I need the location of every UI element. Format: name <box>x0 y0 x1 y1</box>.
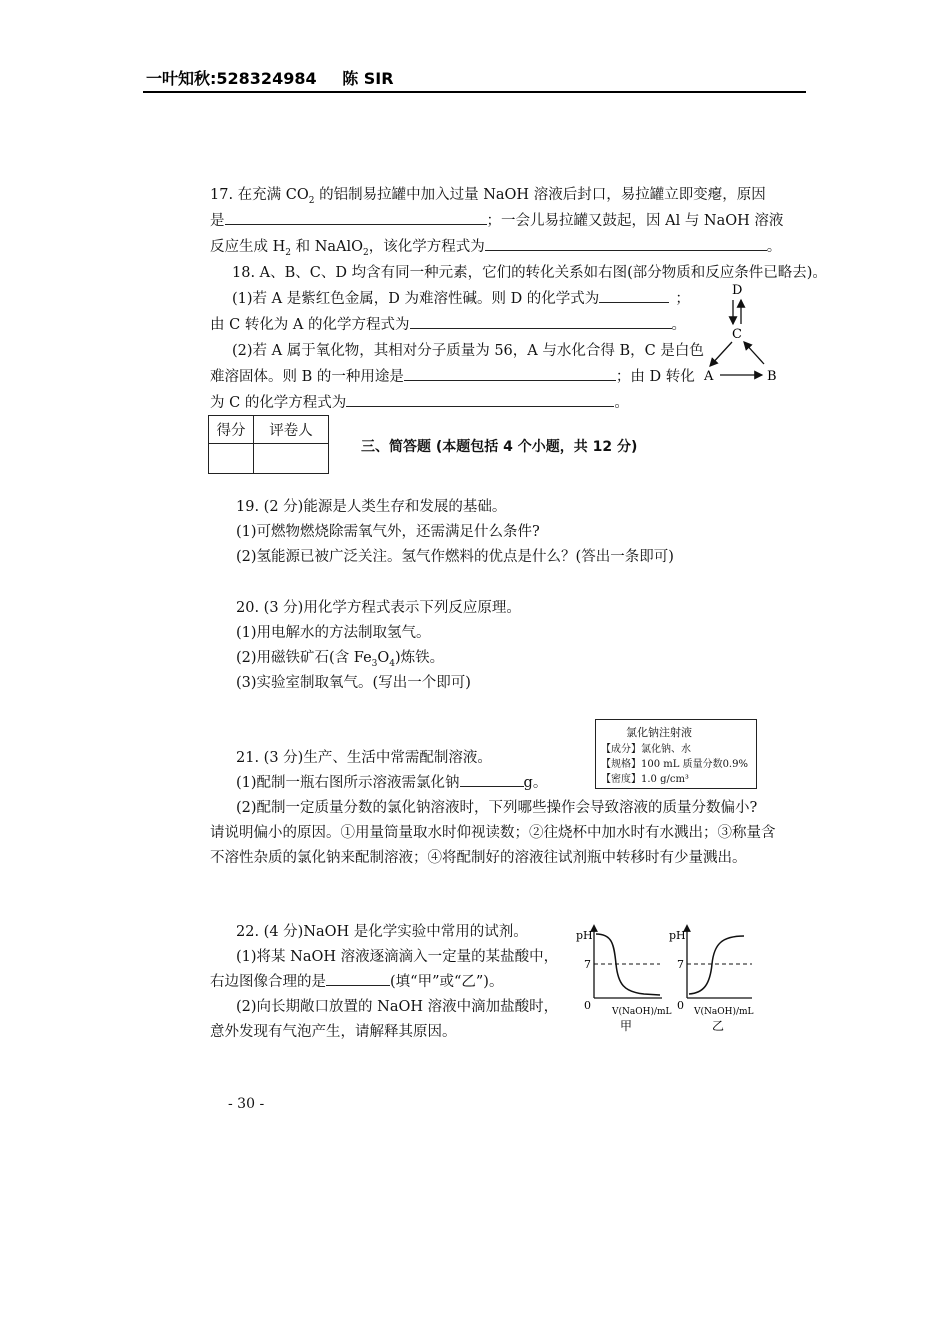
q18-line1: 18. A、B、C、D 均含有同一种元素，它们的转化关系如右图(部分物质和反应条件已略去)。 <box>232 265 827 281</box>
q18-blank-d-to-c[interactable] <box>346 392 614 407</box>
graph-jia <box>576 928 672 1033</box>
q19-line2: (1)可燃物燃烧除需氧气外，还需满足什么条件? <box>236 524 540 540</box>
graph-jia-tick-7: 7 <box>584 958 591 971</box>
q21-line3: (2)配制一定质量分数的氯化钠溶液时，下列哪些操作会导致溶液的质量分数偏小? <box>236 800 758 816</box>
q20-line1: 20. (3 分)用化学方程式表示下列反应原理。 <box>236 600 521 616</box>
score-cell[interactable] <box>209 444 254 474</box>
q20-line3: (2)用磁铁矿石(含 $Fe_3O_4$)炼铁。 <box>236 650 445 669</box>
diagram-node-c: C <box>732 327 742 342</box>
graph-yi-caption: 乙 <box>712 1019 725 1033</box>
q18-line4: (2)若 A 属于氧化物，其相对分子质量为 56，A 与水化合得 B，C 是白色 <box>232 343 704 359</box>
score-header: 得分 <box>209 416 254 444</box>
diagram-node-b: B <box>767 369 777 384</box>
q21-line4: 请说明偏小的原因。①用量筒量取水时仰视读数；②往烧杯中加水时有水溅出；③称量含 <box>210 825 776 841</box>
graph-yi-curve <box>689 936 744 994</box>
q22-line1: 22. (4 分)NaOH 是化学实验中常用的试剂。 <box>236 924 528 940</box>
q22-line4: (2)向长期敞口放置的 NaOH 溶液中滴加盐酸时， <box>236 999 559 1015</box>
page-number: - 30 - <box>228 1096 265 1112</box>
saline-label-density: 【密度】1.0 g/cm³ <box>601 774 689 785</box>
q22-line5: 意外发现有气泡产生，请解释其原因。 <box>210 1024 457 1040</box>
q21-line1: 21. (3 分)生产、生活中常需配制溶液。 <box>236 750 492 766</box>
q17-line3: 反应生成 $H_2$ 和 NaAlO$_2$，该化学方程式为 。 <box>210 235 781 258</box>
q17-blank-reason[interactable] <box>225 210 487 225</box>
q18-line6: 为 C 的化学方程式为 。 <box>210 391 629 412</box>
diagram-node-d: D <box>732 283 743 298</box>
graph-yi-tick-7: 7 <box>677 958 684 971</box>
arrow-b-to-c <box>744 342 764 364</box>
q21-line2: (1)配制一瓶右图所示溶液需氯化钠 g。 <box>236 771 547 792</box>
graph-jia-origin: 0 <box>584 999 591 1012</box>
q18-relation-diagram <box>698 280 788 390</box>
q18-blank-d-formula[interactable] <box>599 288 669 303</box>
q22-blank-graph-choice[interactable] <box>326 971 390 986</box>
q20-line2: (1)用电解水的方法制取氢气。 <box>236 625 431 641</box>
q22-line2: (1)将某 NaOH 溶液逐滴滴入一定量的某盐酸中， <box>236 949 559 965</box>
q18-blank-c-to-a[interactable] <box>410 314 672 329</box>
q18-line5: 难溶固体。则 B 的一种用途是 ；由 D 转化 <box>210 365 695 386</box>
q17-line2: 是 ；一会儿易拉罐又鼓起，因 Al 与 NaOH 溶液 <box>210 209 783 230</box>
q22-ph-graphs <box>574 920 774 1035</box>
q22-line3: 右边图像合理的是 (填“甲”或“乙”)。 <box>210 970 503 991</box>
header-author: 陈 SIR <box>342 69 394 88</box>
saline-label-spec: 【规格】100 mL 质量分数0.9% <box>601 759 748 770</box>
q18-blank-b-use[interactable] <box>404 366 616 381</box>
q17-line1: 17. 在充满 $CO_2$ 的铝制易拉罐中加入过量 NaOH 溶液后封口，易拉罐立即变瘪，原因 <box>210 187 766 206</box>
graph-jia-xlabel: V(NaOH)/mL <box>612 1007 672 1017</box>
header-contact: 一叶知秋:528324984 <box>146 69 317 88</box>
graph-jia-caption: 甲 <box>620 1019 633 1033</box>
arrow-c-to-a <box>710 342 732 366</box>
q21-line5: 不溶性杂质的氯化钠来配制溶液；④将配制好的溶液往试剂瓶中转移时有少量溅出。 <box>210 850 747 866</box>
q19-line1: 19. (2 分)能源是人类生存和发展的基础。 <box>236 499 507 515</box>
graph-yi-ylabel: pH <box>669 929 686 942</box>
grader-cell[interactable] <box>254 444 329 474</box>
saline-label-ingredients: 【成分】氯化钠、水 <box>601 744 691 755</box>
q21-blank-nacl-mass[interactable] <box>460 772 524 787</box>
q18-line2: (1)若 A 是紫红色金属，D 为难溶性碱。则 D 的化学式为 ； <box>232 287 690 308</box>
saline-label <box>595 719 757 789</box>
section-title: 三、简答题 (本题包括 4 个小题，共 12 分) <box>361 439 638 455</box>
score-table <box>208 415 329 474</box>
diagram-node-a: A <box>704 369 714 384</box>
header-rule <box>143 91 806 93</box>
grader-header: 评卷人 <box>254 416 329 444</box>
saline-label-title: 氯化钠注射液 <box>626 726 692 739</box>
q19-line3: (2)氢能源已被广泛关注。氢气作燃料的优点是什么？(答出一条即可) <box>236 549 674 565</box>
q17-blank-equation[interactable] <box>485 236 767 251</box>
graph-yi-xlabel: V(NaOH)/mL <box>694 1007 754 1017</box>
graph-yi <box>669 928 754 1033</box>
graph-yi-origin: 0 <box>677 999 684 1012</box>
graph-jia-ylabel: pH <box>576 929 593 942</box>
q18-line3: 由 C 转化为 A 的化学方程式为 。 <box>210 313 686 334</box>
page-header <box>146 66 414 89</box>
q20-line4: (3)实验室制取氧气。(写出一个即可) <box>236 675 471 691</box>
